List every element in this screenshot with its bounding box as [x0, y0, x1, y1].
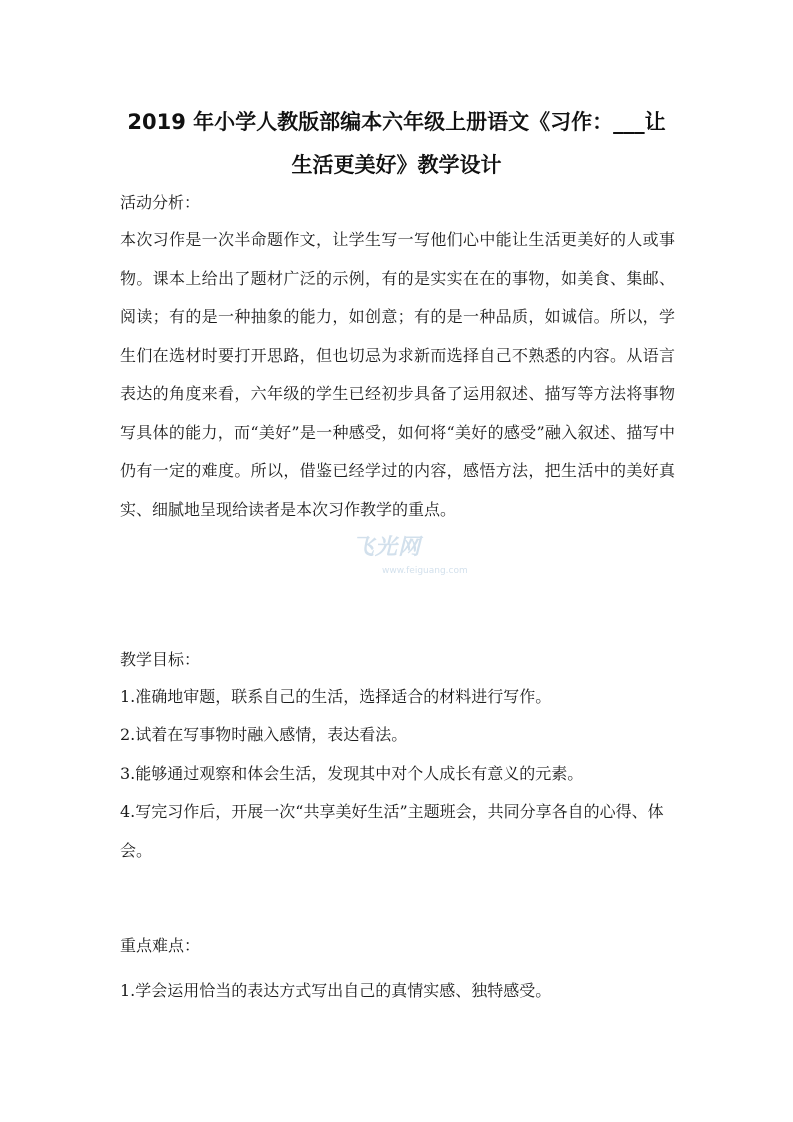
- watermark-logo: [352, 530, 468, 590]
- watermark-domain: www.feiguang.com: [382, 566, 468, 576]
- goal-item-4: 4.写完习作后，开展一次“共享美好生活”主题班会，共同分享各自的心得、体会。: [120, 802, 664, 860]
- document-title-line-1: 2019 年小学人教版部编本六年级上册语文《习作：___让: [127, 110, 666, 134]
- key-point-item-1: 1.学会运用恰当的表达方式写出自己的真情实感、独特感受。: [120, 981, 552, 1000]
- section-heading-analysis: 活动分析：: [120, 193, 201, 212]
- document-title-line-2: 生活更美好》教学设计: [291, 153, 502, 177]
- goal-item-3: 3.能够通过观察和体会生活，发现其中对个人成长有意义的元素。: [120, 764, 584, 783]
- section-heading-goals: 教学目标：: [120, 650, 201, 669]
- section-heading-key-points: 重点难点：: [120, 936, 201, 955]
- watermark-brand: 飞光网: [352, 534, 422, 560]
- analysis-paragraph: 本次习作是一次半命题作文，让学生写一写他们心中能让生活更美好的人或事物。课本上给出了题材广泛的示例，有的是实实在在的事物，如美食、集邮、阅读；有的是一种抽象的能力，如创意；有的是一种品质，如诚信。所以，学生们在选材时要打开思路，但也切忌为求新而选择自己不熟悉的内容。从语言表达的角度来看，六年级的学生已经初步具备了运用叙述、描写等方法将事物写具体的能力，而“美好”是一种感受，如何将“美好的感受”融入叙述、描写中仍有一定的难度。所以，借鉴已经学过的内容，感悟方法，把生活中的美好真实、细腻地呈现给读者是本次习作教学的重点。: [120, 230, 675, 519]
- goal-item-2: 2.试着在写事物时融入感情，表达看法。: [120, 725, 408, 744]
- goal-item-1: 1.准确地审题，联系自己的生活，选择适合的材料进行写作。: [120, 687, 552, 706]
